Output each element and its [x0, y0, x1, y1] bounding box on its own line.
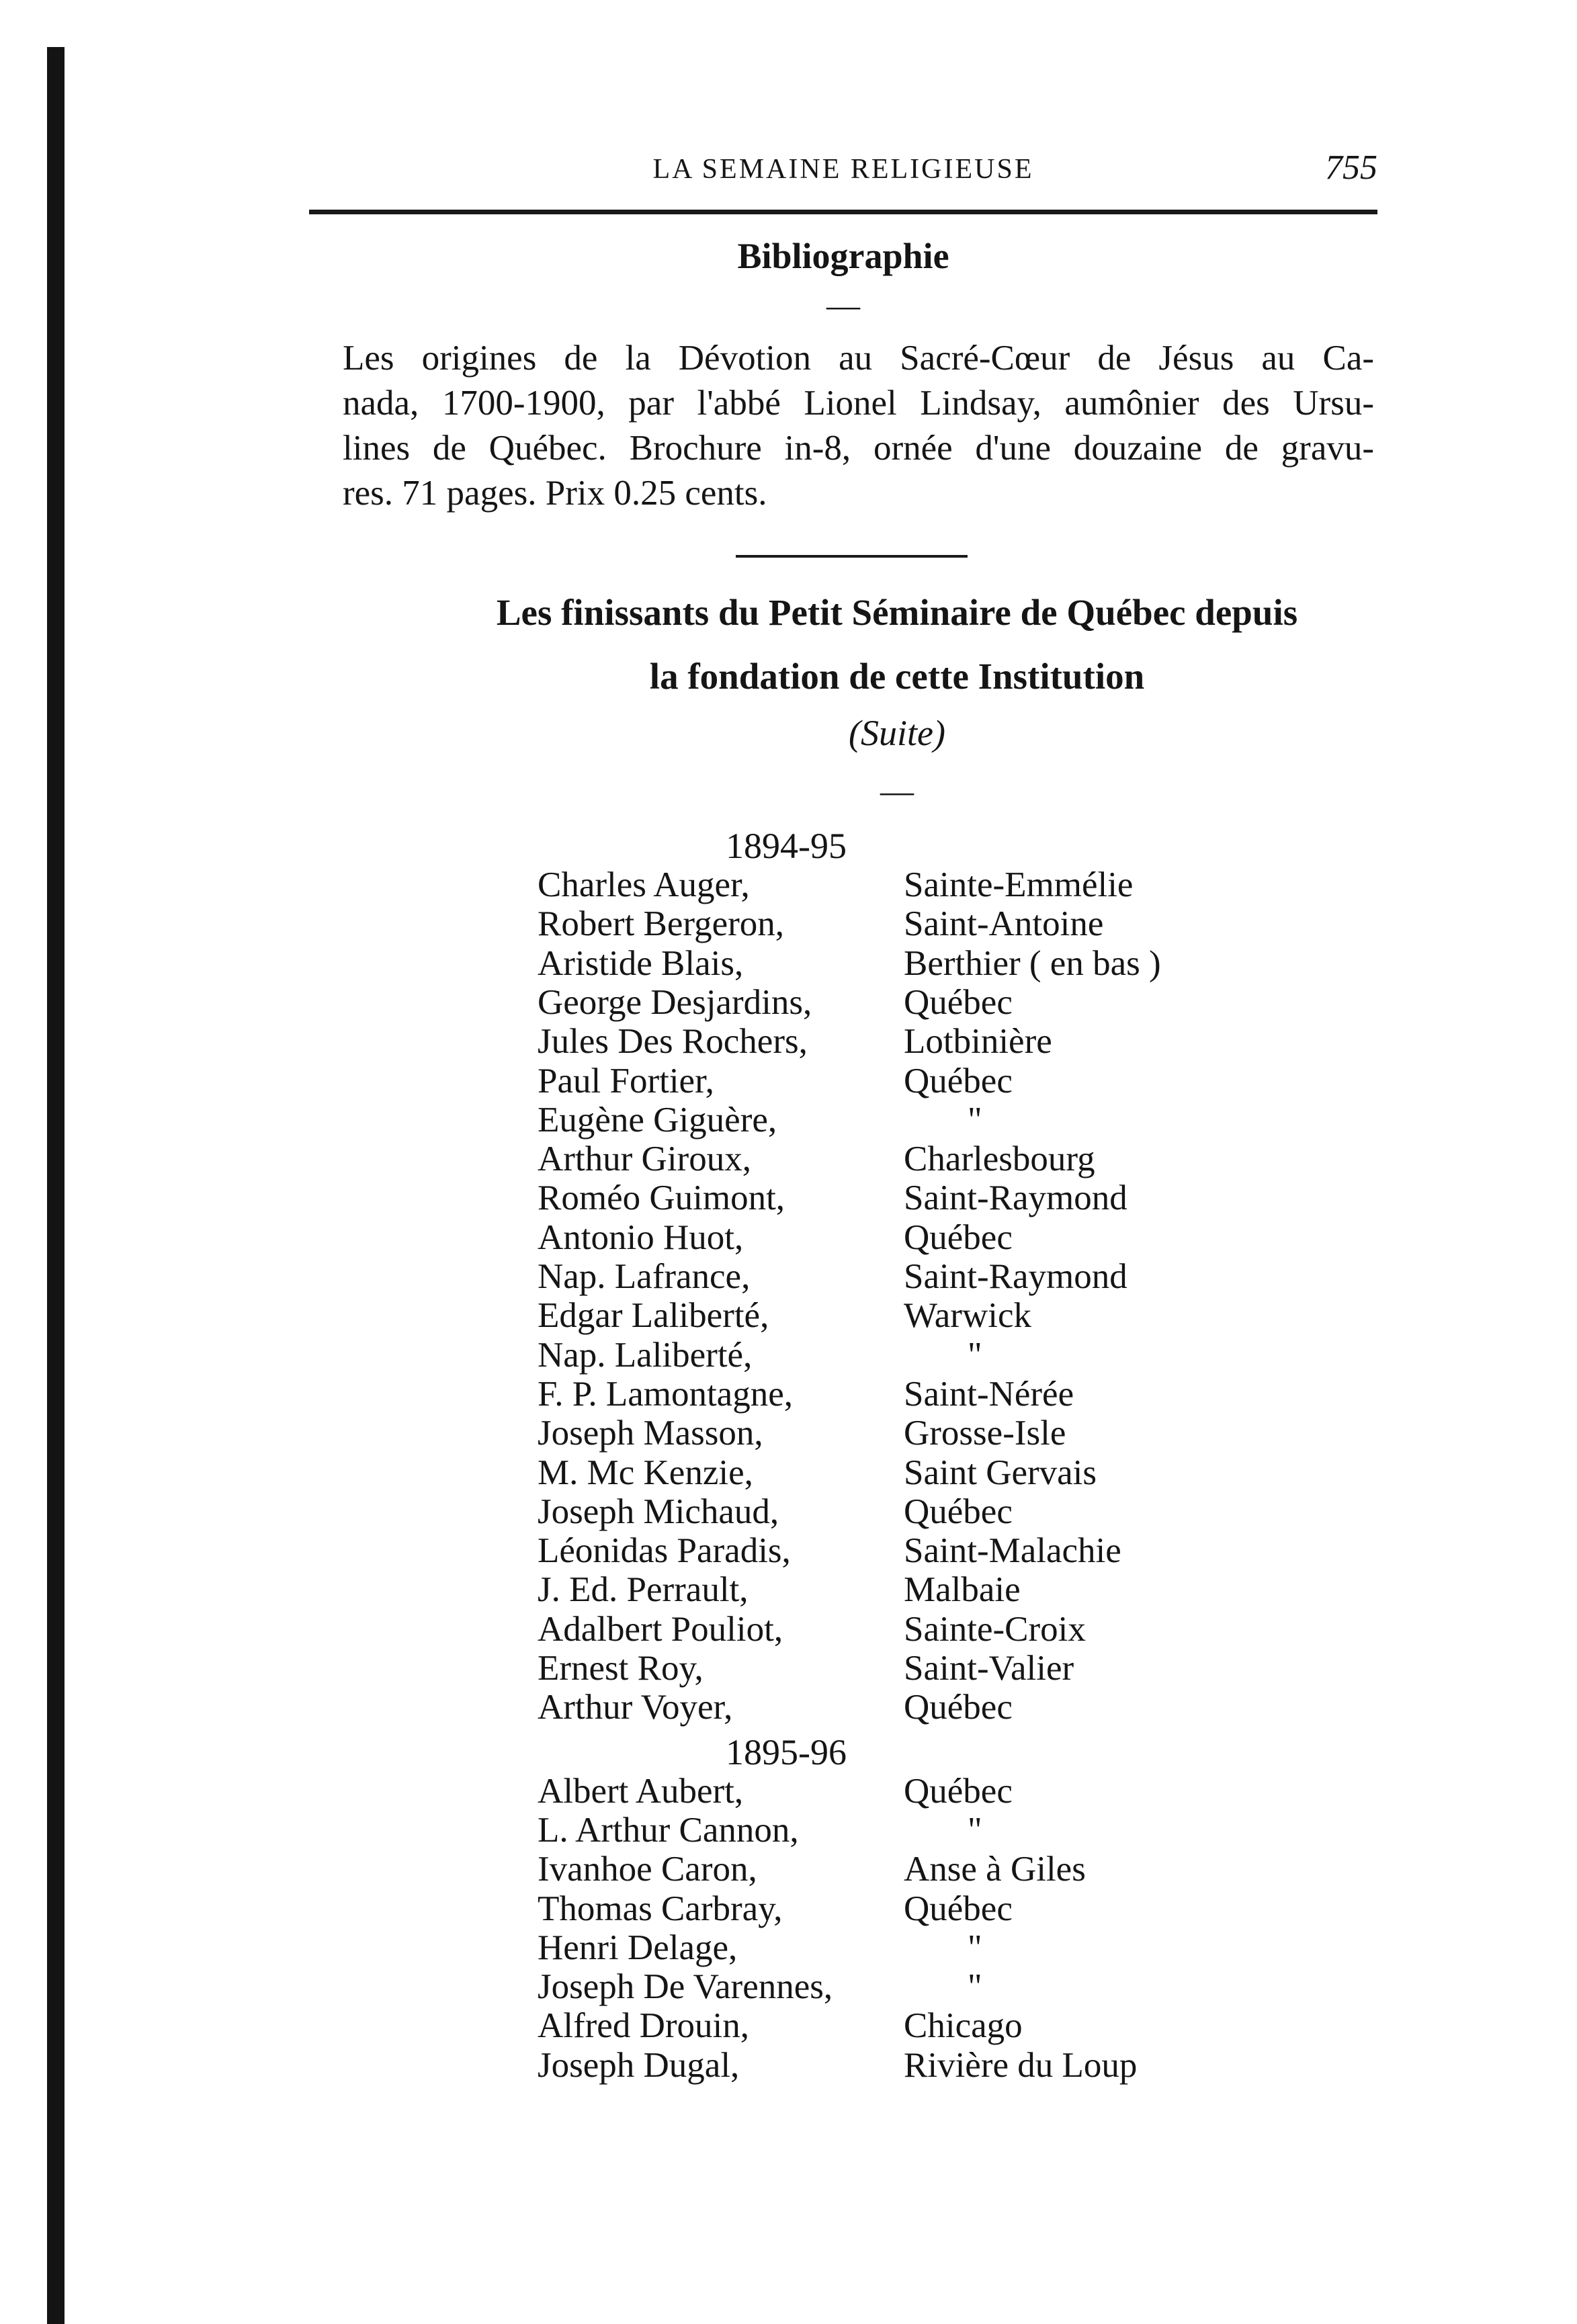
graduate-hometown: Québec — [904, 982, 1013, 1022]
graduate-hometown: Warwick — [904, 1296, 1031, 1336]
graduate-hometown: Berthier ( en bas ) — [904, 943, 1161, 983]
page-number: 755 — [1325, 148, 1377, 187]
graduate-name: Paul Fortier, — [538, 1061, 714, 1101]
graduate-hometown: Québec — [904, 1061, 1013, 1101]
graduate-hometown: Québec — [904, 1771, 1013, 1811]
bibliography-line: res. 71 pages. Prix 0.25 cents. — [343, 474, 767, 513]
bibliography-line: nada, 1700-1900, par l'abbé Lionel Lindsay, aumônier des Ursu- — [343, 384, 1374, 423]
graduate-hometown: Sainte-Emmélie — [904, 865, 1134, 904]
graduate-name: Nap. Laliberté, — [538, 1335, 753, 1375]
graduate-hometown: Québec — [904, 1688, 1013, 1727]
graduate-hometown: Anse à Giles — [904, 1850, 1086, 1889]
graduate-name: J. Ed. Perrault, — [538, 1570, 749, 1610]
graduate-name: Edgar Laliberté, — [538, 1296, 769, 1336]
graduate-hometown: Saint-Raymond — [904, 1178, 1127, 1218]
graduate-name: Robert Bergeron, — [538, 904, 784, 944]
graduate-hometown: Québec — [904, 1217, 1013, 1257]
section-dash: — — [826, 286, 860, 324]
bibliography-line: Les origines de la Dévotion au Sacré-Cœur de Jésus au Ca- — [343, 339, 1374, 378]
graduate-name: Ivanhoe Caron, — [538, 1850, 757, 1889]
graduate-hometown: Saint-Valier — [904, 1649, 1074, 1688]
bibliography-entry — [343, 336, 1374, 516]
graduate-name: Alfred Drouin, — [538, 2006, 749, 2046]
graduate-hometown: " — [968, 1967, 982, 2007]
graduate-hometown: Charlesbourg — [904, 1139, 1095, 1179]
graduate-name: Thomas Carbray, — [538, 1889, 783, 1928]
graduate-name: Adalbert Pouliot, — [538, 1609, 783, 1649]
graduate-hometown: " — [968, 1335, 982, 1375]
graduate-name: Charles Auger, — [538, 865, 750, 904]
running-title: LA SEMAINE RELIGIEUSE — [652, 154, 1034, 185]
graduate-hometown: Québec — [904, 1492, 1013, 1531]
graduate-name: Roméo Guimont, — [538, 1178, 785, 1218]
graduate-hometown: Lotbinière — [904, 1022, 1052, 1062]
section-divider-rule — [736, 555, 968, 558]
graduate-hometown: " — [968, 1100, 982, 1139]
graduate-name: F. P. Lamontagne, — [538, 1374, 793, 1414]
graduate-hometown: Saint-Nérée — [904, 1374, 1074, 1414]
graduate-name: Joseph Dugal, — [538, 2045, 740, 2085]
year-heading: 1895-96 — [726, 1731, 847, 1772]
section-dash: — — [880, 772, 914, 810]
graduate-hometown: Grosse-Isle — [904, 1414, 1066, 1453]
graduate-name: Jules Des Rochers, — [538, 1022, 808, 1062]
graduate-hometown: Malbaie — [904, 1570, 1021, 1610]
graduate-name: M. Mc Kenzie, — [538, 1453, 753, 1492]
continuation-note: (Suite) — [849, 713, 945, 753]
graduate-hometown: Saint Gervais — [904, 1453, 1097, 1492]
graduates-heading-line-1: Les finissants du Petit Séminaire de Québec depuis — [496, 592, 1298, 633]
graduate-name: Henri Delage, — [538, 1928, 738, 1967]
graduates-heading-line-2: la fondation de cette Institution — [649, 656, 1145, 697]
graduate-hometown: Chicago — [904, 2006, 1023, 2046]
graduate-name: Eugène Giguère, — [538, 1100, 777, 1139]
header-rule — [309, 210, 1377, 214]
graduate-name: Léonidas Paradis, — [538, 1531, 791, 1571]
graduate-name: George Desjardins, — [538, 982, 812, 1022]
graduate-name: Arthur Giroux, — [538, 1139, 751, 1179]
graduate-name: Arthur Voyer, — [538, 1688, 733, 1727]
graduate-hometown: Saint-Antoine — [904, 904, 1104, 944]
graduate-name: Joseph Masson, — [538, 1414, 763, 1453]
graduate-name: Nap. Lafrance, — [538, 1257, 751, 1296]
graduate-hometown: Québec — [904, 1889, 1013, 1928]
graduate-name: Antonio Huot, — [538, 1217, 744, 1257]
graduate-hometown: Sainte-Croix — [904, 1609, 1086, 1649]
graduate-name: Ernest Roy, — [538, 1649, 704, 1688]
graduate-hometown: " — [968, 1928, 982, 1967]
bibliography-line: lines de Québec. Brochure in-8, ornée d'une douzaine de gravu- — [343, 429, 1374, 468]
graduate-name: Joseph Michaud, — [538, 1492, 779, 1531]
graduate-name: L. Arthur Cannon, — [538, 1810, 799, 1850]
graduate-hometown: Rivière du Loup — [904, 2045, 1138, 2085]
graduate-name: Albert Aubert, — [538, 1771, 744, 1811]
graduate-hometown: Saint-Raymond — [904, 1257, 1127, 1296]
graduate-name: Aristide Blais, — [538, 943, 744, 983]
graduate-hometown: Saint-Malachie — [904, 1531, 1121, 1571]
year-heading: 1894-95 — [726, 826, 847, 866]
bibliography-heading: Bibliographie — [737, 236, 949, 276]
graduate-hometown: " — [968, 1810, 982, 1850]
graduate-name: Joseph De Varennes, — [538, 1967, 833, 2007]
page-binding-edge — [47, 47, 65, 2324]
page-header — [309, 148, 1377, 200]
